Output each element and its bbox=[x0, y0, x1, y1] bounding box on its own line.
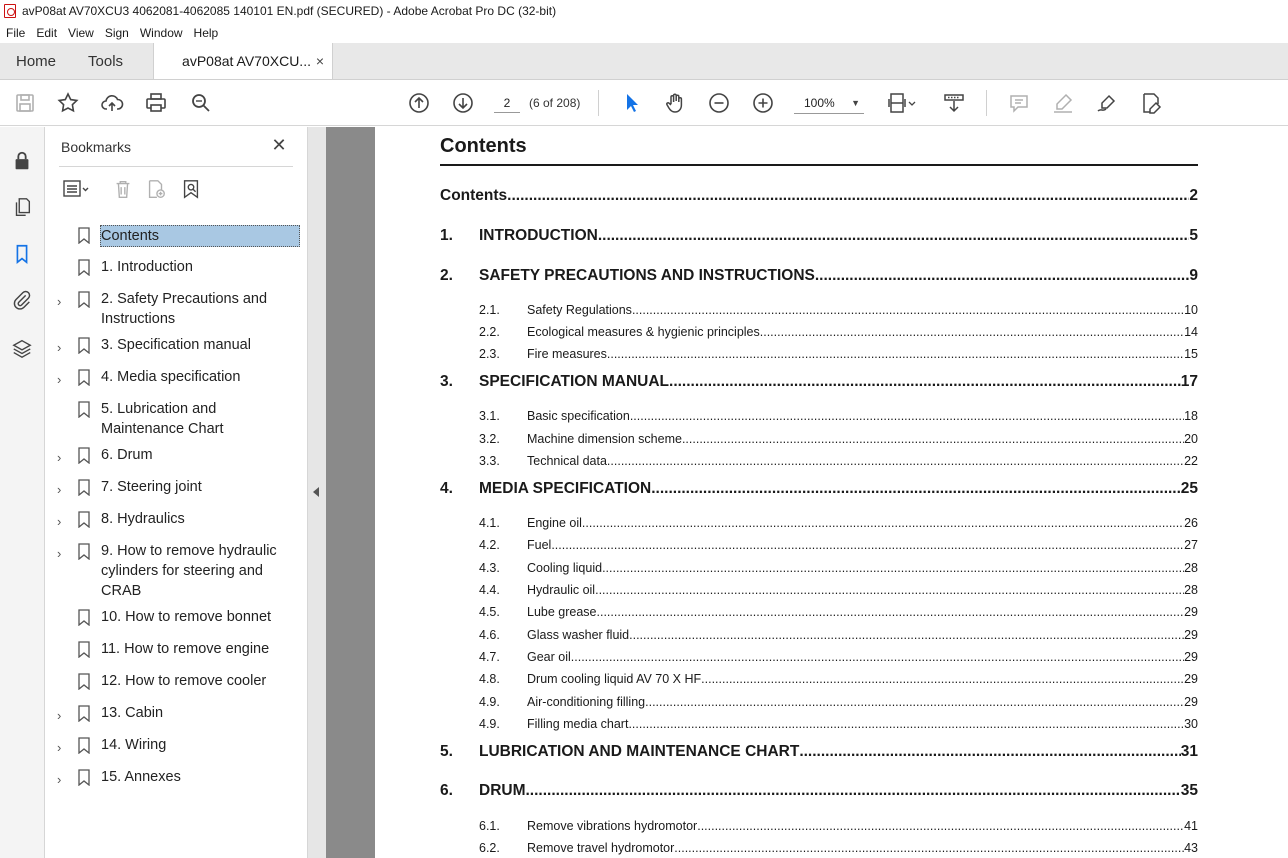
toc-text: Cooling liquid bbox=[527, 561, 603, 575]
toc-leader bbox=[674, 841, 1184, 855]
toc-page: 27 bbox=[1184, 538, 1198, 552]
bookmark-icon bbox=[78, 227, 90, 244]
toc-entry[interactable] bbox=[440, 454, 1198, 468]
bookmark-label: 3. Specification manual bbox=[101, 337, 251, 353]
zoom-out-icon[interactable] bbox=[706, 90, 732, 116]
menu-edit[interactable]: Edit bbox=[36, 25, 58, 40]
bookmark-icon bbox=[78, 259, 90, 276]
toc-number: 4.8. bbox=[479, 672, 500, 686]
toc-text: Lube grease bbox=[527, 605, 597, 619]
page-heading: Contents bbox=[440, 135, 527, 157]
toc-leader bbox=[682, 432, 1184, 446]
bookmarks-panel bbox=[45, 127, 308, 858]
close-icon[interactable]: ✕ bbox=[271, 135, 287, 155]
bookmark-label: 7. Steering joint bbox=[101, 479, 202, 495]
bookmark-icon bbox=[78, 673, 90, 690]
bookmark-icon bbox=[78, 479, 90, 496]
toc-number: 4. bbox=[440, 480, 453, 497]
toc-leader bbox=[607, 454, 1184, 468]
tab-home[interactable]: Home bbox=[16, 52, 57, 70]
bookmark-label: 8. Hydraulics bbox=[101, 511, 185, 527]
find-bookmark-icon[interactable] bbox=[179, 177, 203, 201]
bookmark-icon bbox=[78, 769, 90, 786]
toc-leader bbox=[629, 628, 1184, 642]
toc-text: Hydraulic oil bbox=[527, 583, 596, 597]
chevron-right-icon[interactable]: › bbox=[57, 772, 62, 787]
toc-number: 4.3. bbox=[479, 561, 500, 575]
toc-entry[interactable] bbox=[440, 303, 1198, 317]
toc-text: Safety Regulations bbox=[527, 303, 632, 317]
toc-entry[interactable] bbox=[440, 743, 1198, 761]
bookmark-label: 15. Annexes bbox=[101, 769, 181, 785]
bookmark-icon bbox=[78, 737, 90, 754]
toc-number: 4.2. bbox=[479, 538, 500, 552]
toc-page: 26 bbox=[1184, 516, 1198, 530]
toc-leader bbox=[697, 819, 1184, 833]
toc-entry[interactable] bbox=[440, 538, 1198, 552]
toc-entry[interactable] bbox=[440, 561, 1198, 575]
tab-bar bbox=[0, 43, 1288, 80]
pdf-page bbox=[375, 127, 1288, 858]
highlight-pen-icon[interactable] bbox=[1050, 90, 1076, 116]
layers-icon[interactable] bbox=[10, 336, 34, 360]
menu-file[interactable]: File bbox=[6, 25, 26, 40]
toc-text: Remove vibrations hydromotor bbox=[527, 819, 698, 833]
bookmark-icon bbox=[78, 401, 90, 418]
bookmark-icon bbox=[78, 543, 90, 560]
new-bookmark-icon[interactable] bbox=[144, 177, 168, 201]
toc-leader bbox=[507, 187, 1189, 205]
edit-pdf-icon[interactable] bbox=[1138, 90, 1164, 116]
toc-number: 6. bbox=[440, 782, 453, 799]
previous-page-icon[interactable] bbox=[406, 90, 432, 116]
bookmark-icon bbox=[78, 511, 90, 528]
menu-view[interactable]: View bbox=[68, 25, 94, 40]
star-icon[interactable] bbox=[55, 90, 81, 116]
title-bar bbox=[0, 0, 1288, 22]
toc-number: 1. bbox=[440, 227, 453, 244]
toc-page: 31 bbox=[1180, 743, 1198, 760]
heading-rule bbox=[440, 164, 1198, 166]
toc-page: 29 bbox=[1184, 672, 1198, 686]
toc-leader bbox=[669, 373, 1181, 391]
toc-page: 29 bbox=[1184, 650, 1198, 664]
toolbar-divider bbox=[986, 90, 987, 116]
toc-text: DRUM bbox=[479, 782, 526, 799]
toc-entry[interactable] bbox=[440, 516, 1198, 530]
toc-leader bbox=[602, 561, 1184, 575]
toc-leader bbox=[595, 583, 1184, 597]
toc-text: Engine oil bbox=[527, 516, 582, 530]
toc-leader bbox=[597, 605, 1185, 619]
chevron-right-icon[interactable]: › bbox=[57, 514, 62, 529]
toc-text: Ecological measures & hygienic principles bbox=[527, 325, 760, 339]
toc-page: 43 bbox=[1184, 841, 1198, 855]
toc-page: 28 bbox=[1184, 561, 1198, 575]
toc-page: 29 bbox=[1184, 695, 1198, 709]
toc-text: Fuel bbox=[527, 538, 552, 552]
pdf-app-icon bbox=[4, 4, 16, 18]
toc-leader bbox=[701, 672, 1184, 686]
toc-number: 2.3. bbox=[479, 347, 500, 361]
toc-leader bbox=[628, 717, 1184, 731]
toc-leader bbox=[630, 409, 1184, 423]
toc-leader bbox=[799, 743, 1180, 761]
toc-text: Machine dimension scheme bbox=[527, 432, 682, 446]
toc-page: 20 bbox=[1184, 432, 1198, 446]
toc-text: Filling media chart bbox=[527, 717, 629, 731]
toc-leader bbox=[582, 516, 1184, 530]
toc-page: 35 bbox=[1180, 782, 1198, 799]
toc-leader bbox=[645, 695, 1184, 709]
toc-entry[interactable] bbox=[440, 628, 1198, 642]
toc-number: 4.9. bbox=[479, 695, 500, 709]
chevron-right-icon[interactable]: › bbox=[57, 482, 62, 497]
toc-leader bbox=[815, 267, 1190, 285]
toc-text: INTRODUCTION bbox=[479, 227, 598, 244]
chevron-right-icon[interactable]: › bbox=[57, 294, 62, 309]
toc-number: 3.1. bbox=[479, 409, 500, 423]
bookmarks-title: Bookmarks bbox=[61, 139, 132, 155]
toc-entry[interactable] bbox=[440, 409, 1198, 423]
bookmark-icon bbox=[78, 447, 90, 464]
bookmark-label: 1. Introduction bbox=[101, 259, 193, 275]
bookmark-icon bbox=[78, 291, 90, 308]
toc-page: 25 bbox=[1180, 480, 1198, 497]
toc-leader bbox=[551, 538, 1184, 552]
toc-number: 4.7. bbox=[479, 650, 500, 664]
bookmark-label: 11. How to remove engine bbox=[101, 641, 270, 657]
toc-page: 15 bbox=[1184, 347, 1198, 361]
bookmark-label: 6. Drum bbox=[101, 447, 153, 463]
toc-text: LUBRICATION AND MAINTENANCE CHART bbox=[479, 743, 800, 760]
next-page-icon[interactable] bbox=[450, 90, 476, 116]
toc-number: 4.5. bbox=[479, 605, 500, 619]
menu-sign[interactable]: Sign bbox=[104, 25, 129, 40]
bookmark-icon bbox=[78, 369, 90, 386]
toc-number: 4.6. bbox=[479, 628, 500, 642]
comment-icon[interactable] bbox=[1006, 90, 1032, 116]
lock-icon[interactable] bbox=[10, 149, 34, 173]
toc-leader bbox=[760, 325, 1184, 339]
page-count: (6 of 208) bbox=[529, 96, 581, 110]
bookmark-options-icon[interactable] bbox=[59, 177, 93, 201]
upload-cloud-icon[interactable] bbox=[99, 90, 125, 116]
bookmarks-toolbar bbox=[59, 175, 293, 203]
print-icon[interactable] bbox=[143, 90, 169, 116]
toc-leader bbox=[651, 480, 1181, 498]
delete-icon[interactable] bbox=[111, 177, 135, 201]
toolbar-divider bbox=[598, 90, 599, 116]
window-title: avP08at AV70XCU3 4062081-4062085 140101 EN.pdf (SECURED) - Adobe Acrobat Pro DC (32-bit) bbox=[22, 4, 557, 18]
tab-document-label: avP08at AV70XCU... bbox=[182, 53, 311, 69]
menu-help[interactable]: Help bbox=[193, 25, 219, 40]
chevron-right-icon[interactable]: › bbox=[57, 740, 62, 755]
tab-close-icon[interactable]: × bbox=[315, 53, 325, 69]
toc-page: 2 bbox=[1189, 187, 1198, 204]
sign-pen-icon[interactable] bbox=[1094, 90, 1120, 116]
toc-number: 2. bbox=[440, 267, 453, 284]
bookmark-label: 2. Safety Precautions and Instructions bbox=[101, 291, 268, 327]
toc-entry[interactable] bbox=[440, 841, 1198, 855]
toc-text: MEDIA SPECIFICATION bbox=[479, 480, 652, 497]
toc-page: 28 bbox=[1184, 583, 1198, 597]
toc-leader bbox=[632, 303, 1184, 317]
toc-text: Contents bbox=[440, 187, 508, 204]
zoom-level-value: 100% bbox=[804, 95, 835, 110]
chevron-down-icon: ▼ bbox=[851, 97, 860, 108]
bookmark-item[interactable] bbox=[45, 225, 308, 251]
toc-page: 10 bbox=[1184, 303, 1198, 317]
toc-number: 3. bbox=[440, 373, 453, 390]
toc-page: 9 bbox=[1189, 267, 1198, 284]
toc-leader bbox=[571, 650, 1184, 664]
toc-entry[interactable] bbox=[440, 583, 1198, 597]
toc-leader bbox=[598, 227, 1190, 245]
menu-bar bbox=[0, 22, 1288, 43]
toc-number: 3.2. bbox=[479, 432, 500, 446]
panel-splitter[interactable] bbox=[308, 127, 326, 858]
select-cursor-icon[interactable] bbox=[618, 90, 644, 116]
toc-number: 6.2. bbox=[479, 841, 500, 855]
search-icon[interactable] bbox=[188, 90, 214, 116]
page-number-input[interactable] bbox=[494, 93, 520, 113]
save-icon[interactable] bbox=[12, 90, 38, 116]
toc-text: Fire measures bbox=[527, 347, 607, 361]
bookmark-panel-icon[interactable] bbox=[10, 242, 34, 266]
toc-entry[interactable] bbox=[440, 782, 1198, 800]
toc-page: 30 bbox=[1184, 717, 1198, 731]
bookmark-label: 5. Lubrication and Maintenance Chart bbox=[101, 401, 224, 437]
bookmark-label: 10. How to remove bonnet bbox=[101, 609, 272, 625]
toc-entry[interactable] bbox=[440, 717, 1198, 731]
bookmark-icon bbox=[78, 705, 90, 722]
left-navigation-rail bbox=[0, 127, 45, 858]
toc-entry[interactable] bbox=[440, 325, 1198, 339]
chevron-right-icon[interactable]: › bbox=[57, 372, 62, 387]
document-viewport[interactable] bbox=[326, 127, 1288, 858]
toc-page: 29 bbox=[1184, 605, 1198, 619]
toc-entry[interactable] bbox=[440, 480, 1198, 498]
scroll-mode-icon[interactable] bbox=[941, 90, 967, 116]
toc-entry[interactable] bbox=[440, 650, 1198, 664]
toc-number: 6.1. bbox=[479, 819, 500, 833]
toc-number: 4.4. bbox=[479, 583, 500, 597]
toc-entry[interactable] bbox=[440, 373, 1198, 391]
chevron-right-icon[interactable]: › bbox=[57, 546, 62, 561]
chevron-right-icon[interactable]: › bbox=[57, 340, 62, 355]
toc-text: SPECIFICATION MANUAL bbox=[479, 373, 670, 390]
toc-text: Gear oil bbox=[527, 650, 571, 664]
toc-page: 17 bbox=[1180, 373, 1198, 390]
bookmark-label: 13. Cabin bbox=[101, 705, 164, 721]
bookmark-icon bbox=[78, 609, 90, 626]
attachment-icon[interactable] bbox=[10, 288, 34, 312]
bookmark-label: 14. Wiring bbox=[101, 737, 167, 753]
zoom-level-select[interactable] bbox=[794, 92, 864, 114]
tab-document[interactable] bbox=[153, 43, 333, 79]
page-display-icon[interactable] bbox=[884, 90, 920, 116]
bookmark-label: 4. Media specification bbox=[101, 369, 241, 385]
toc-text: SAFETY PRECAUTIONS AND INSTRUCTIONS bbox=[479, 267, 815, 284]
toc-page: 14 bbox=[1184, 325, 1198, 339]
tab-tools[interactable]: Tools bbox=[88, 52, 124, 70]
divider bbox=[59, 166, 293, 167]
toc-number: 5. bbox=[440, 743, 453, 760]
bookmark-icon bbox=[78, 337, 90, 354]
bookmark-label: 9. How to remove hydraulic cylinders for steering and CRAB bbox=[101, 543, 277, 599]
toc-entry[interactable] bbox=[440, 267, 1198, 285]
chevron-right-icon[interactable]: › bbox=[57, 450, 62, 465]
toc-number: 3.3. bbox=[479, 454, 500, 468]
toc-number: 2.1. bbox=[479, 303, 500, 317]
toc-text: Air-conditioning filling bbox=[527, 695, 646, 709]
collapse-arrow-icon[interactable] bbox=[313, 487, 319, 497]
toc-leader bbox=[526, 782, 1181, 800]
toc-entry[interactable] bbox=[440, 672, 1198, 686]
toc-text: Glass washer fluid bbox=[527, 628, 630, 642]
toc-text: Technical data bbox=[527, 454, 607, 468]
toc-entry[interactable] bbox=[440, 347, 1198, 361]
toc-entry[interactable] bbox=[440, 819, 1198, 833]
toc-number: 4.1. bbox=[479, 516, 500, 530]
toc-page: 29 bbox=[1184, 628, 1198, 642]
toc-page: 22 bbox=[1184, 454, 1198, 468]
page-thumbnails-icon[interactable] bbox=[10, 195, 34, 219]
toc-number: 2.2. bbox=[479, 325, 500, 339]
toc-page: 18 bbox=[1184, 409, 1198, 423]
bookmark-label: Contents bbox=[100, 225, 300, 247]
bookmark-label: 12. How to remove cooler bbox=[101, 673, 267, 689]
toc-text: Basic specification bbox=[527, 409, 630, 423]
toc-page: 41 bbox=[1184, 819, 1198, 833]
toolbar bbox=[0, 80, 1288, 126]
hand-tool-icon[interactable] bbox=[662, 90, 688, 116]
bookmark-icon bbox=[78, 641, 90, 658]
toc-leader bbox=[607, 347, 1184, 361]
toc-page: 5 bbox=[1189, 227, 1198, 244]
toc-entry[interactable] bbox=[440, 432, 1198, 446]
toc-text: Remove travel hydromotor bbox=[527, 841, 675, 855]
chevron-right-icon[interactable]: › bbox=[57, 708, 62, 723]
menu-window[interactable]: Window bbox=[139, 25, 183, 40]
toc-text: Drum cooling liquid AV 70 X HF bbox=[527, 672, 702, 686]
toc-number: 4.9. bbox=[479, 717, 500, 731]
zoom-in-icon[interactable] bbox=[750, 90, 776, 116]
toc-entry[interactable] bbox=[440, 227, 1198, 245]
toc-entry[interactable] bbox=[440, 187, 1198, 205]
toc-entry[interactable] bbox=[440, 605, 1198, 619]
toc-entry[interactable] bbox=[440, 695, 1198, 709]
